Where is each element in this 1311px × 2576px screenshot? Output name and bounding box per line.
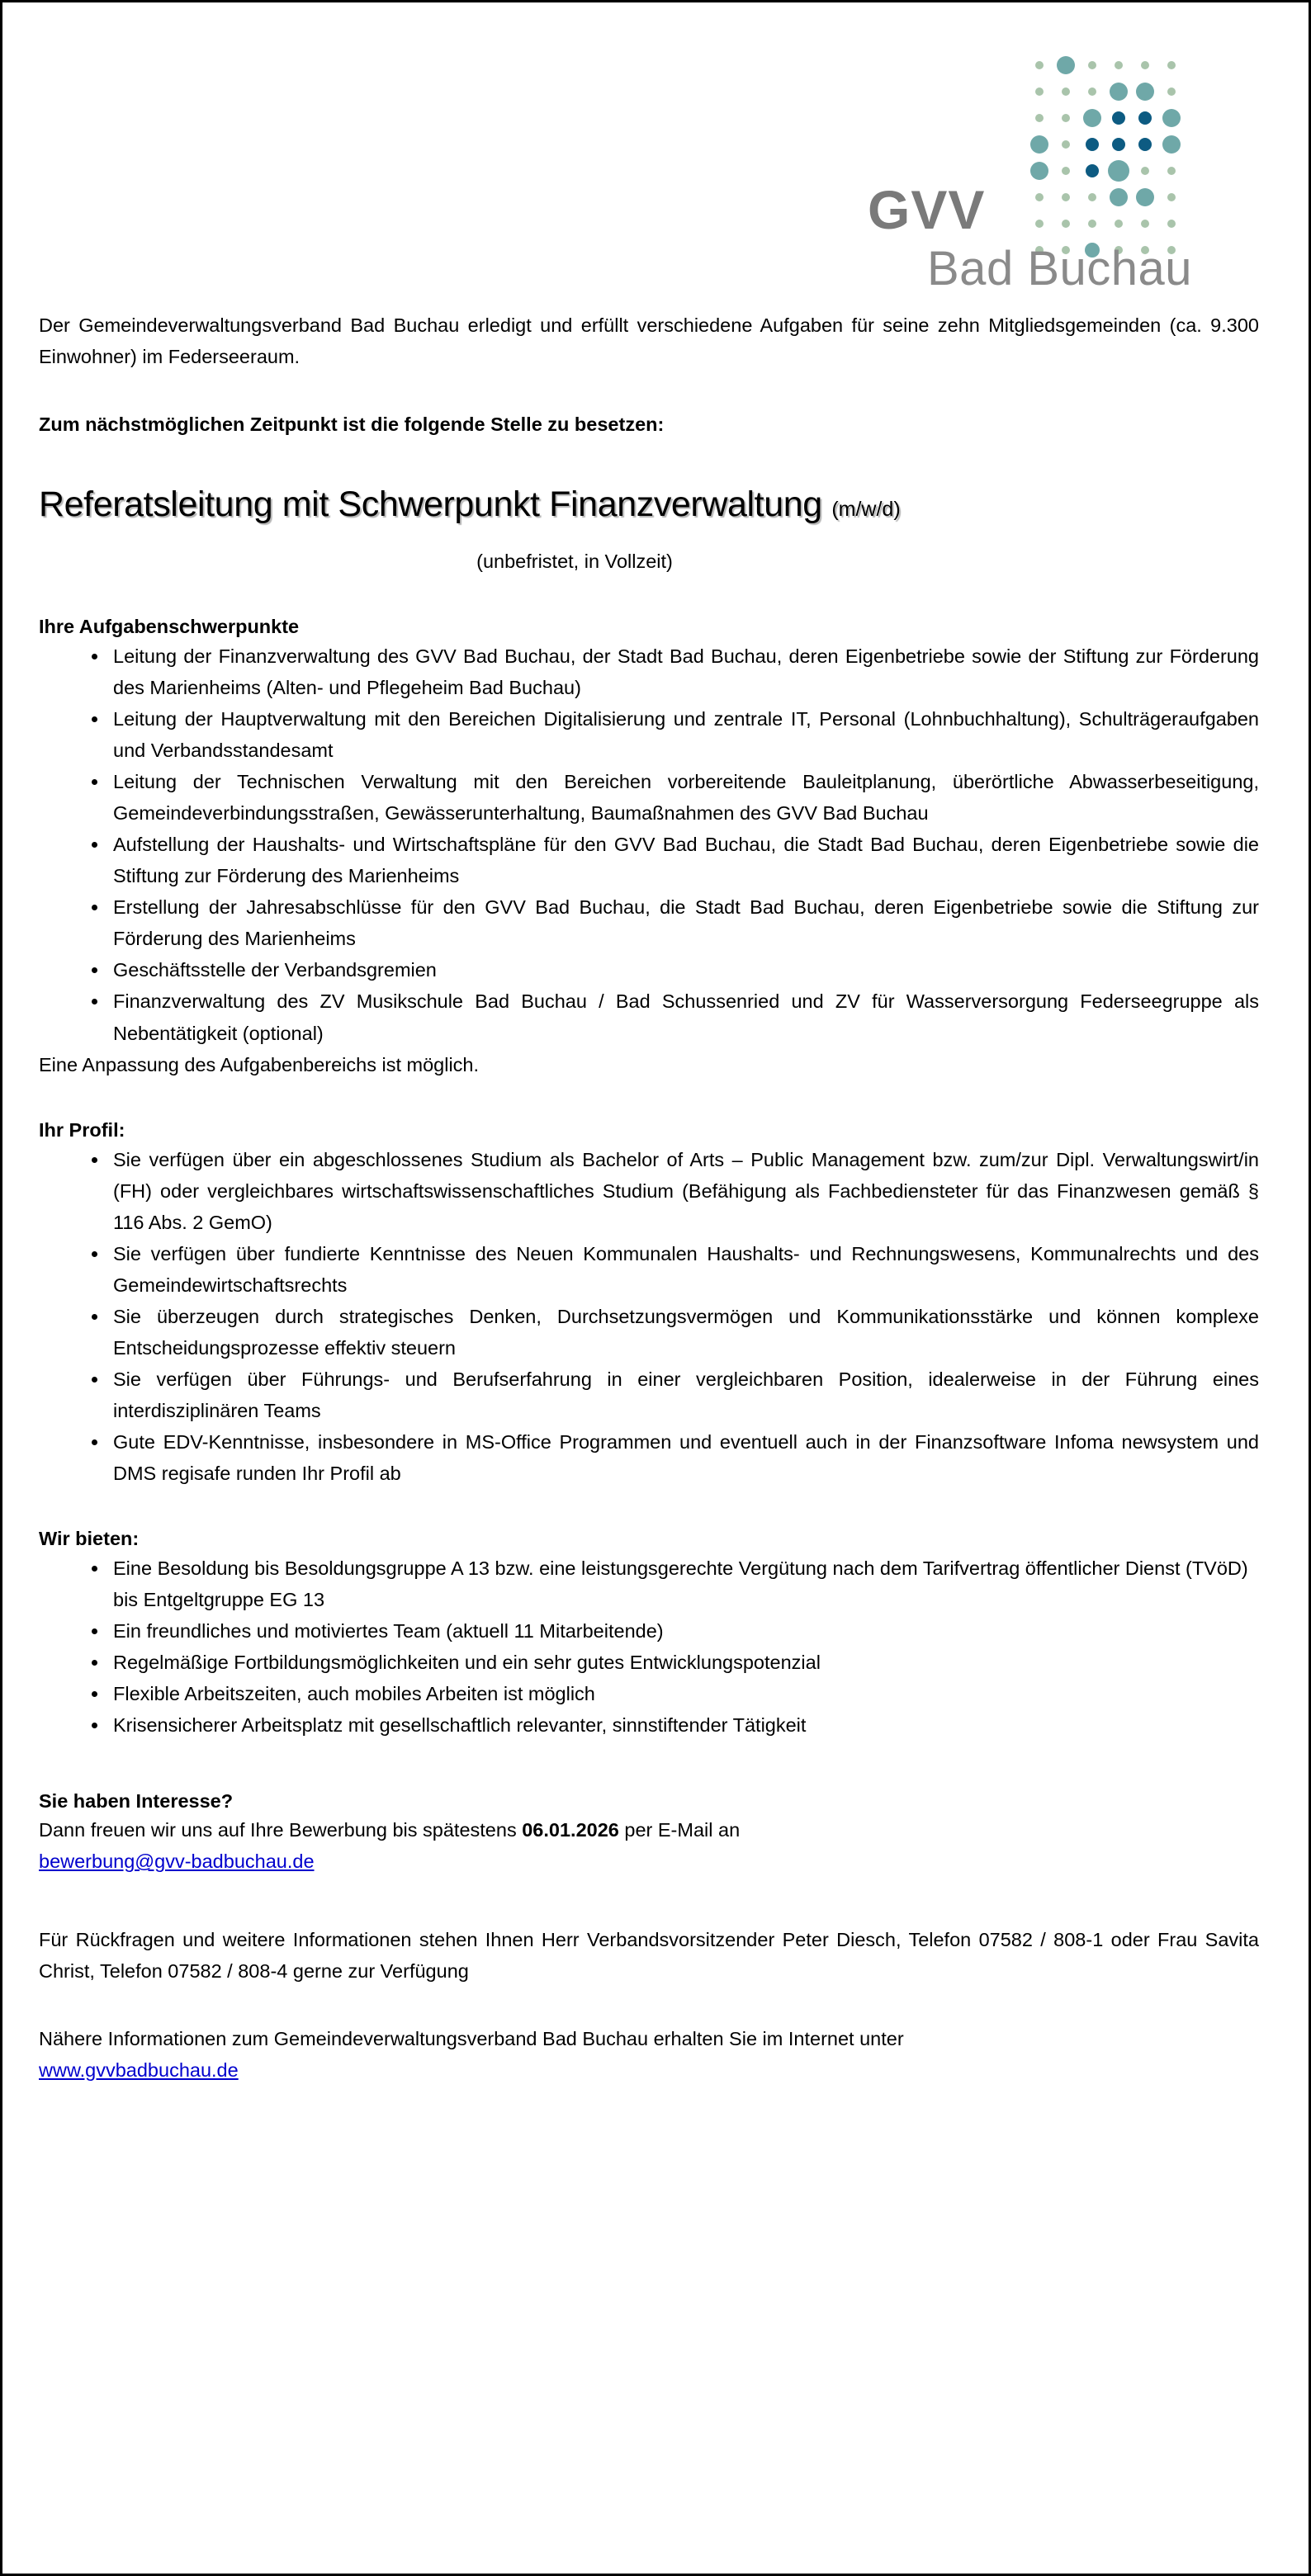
list-item: Krisensicherer Arbeitsplatz mit gesellschaftlich relevanter, sinnstiftender Tätigkeit	[90, 1709, 1259, 1741]
dot-cell	[1053, 52, 1079, 78]
dot-cell	[1053, 105, 1079, 131]
gvv-logo	[853, 21, 1290, 295]
dot-cell	[1158, 78, 1185, 105]
list-item: Finanzverwaltung des ZV Musikschule Bad Buchau / Bad Schussenried und ZV für Wasserversorgung Federseegruppe als Nebentätigkeit (optional)	[90, 985, 1259, 1048]
dot-cell	[1079, 78, 1105, 105]
dot-icon	[1138, 138, 1152, 151]
dot-cell	[1132, 184, 1158, 210]
dot-cell	[1105, 131, 1132, 158]
dot-icon	[1141, 167, 1149, 175]
dot-icon	[1108, 160, 1129, 182]
list-item: Gute EDV-Kenntnisse, insbesondere in MS-Office Programmen und eventuell auch in der Finanzsoftware Infoma newsystem und DMS regisafe runden Ihr Profil ab	[90, 1426, 1259, 1489]
more-info-paragraph: Nähere Informationen zum Gemeindeverwaltungsverband Bad Buchau erhalten Sie im Internet unter	[39, 2027, 904, 2049]
offer-heading: Wir bieten:	[39, 1528, 140, 1550]
list-item: Aufstellung der Haushalts- und Wirtschaftspläne für den GVV Bad Buchau, die Stadt Bad Buchau, deren Eigenbetriebe sowie die Stiftung zur Förderung des Marienheims	[90, 829, 1259, 891]
dot-cell	[1079, 184, 1105, 210]
dot-cell	[1158, 105, 1185, 131]
dot-icon	[1138, 111, 1152, 125]
dot-icon	[1086, 164, 1099, 177]
page-title	[39, 476, 1259, 534]
list-item: Flexible Arbeitszeiten, auch mobiles Arbeiten ist möglich	[90, 1678, 1259, 1709]
dot-cell	[1026, 105, 1053, 131]
dot-icon	[1030, 135, 1048, 154]
list-item: Ein freundliches und motiviertes Team (aktuell 11 Mitarbeitende)	[90, 1615, 1259, 1647]
dot-cell	[1079, 105, 1105, 131]
dot-icon	[1088, 193, 1096, 201]
list-item: Erstellung der Jahresabschlüsse für den GVV Bad Buchau, die Stadt Bad Buchau, deren Eigenbetriebe sowie die Stiftung zur Förderung des Marienheims	[90, 891, 1259, 954]
dot-icon	[1062, 167, 1070, 175]
dot-cell	[1132, 131, 1158, 158]
tasks-list	[39, 640, 1259, 1049]
dot-icon	[1035, 114, 1044, 122]
dot-icon	[1162, 109, 1181, 127]
dot-cell	[1026, 210, 1053, 237]
dot-icon	[1110, 83, 1128, 101]
list-item: Leitung der Finanzverwaltung des GVV Bad Buchau, der Stadt Bad Buchau, deren Eigenbetriebe sowie der Stiftung zur Förderung des Marienheims (Alten- und Pflegeheim Bad Buchau)	[90, 640, 1259, 703]
website-line	[39, 2054, 1259, 2086]
list-item: Eine Besoldung bis Besoldungsgruppe A 13 bzw. eine leistungsgerechte Vergütung nach dem Tarifvertrag öffentlicher Dienst (TVöD) bis Entgeltgruppe EG 13	[90, 1553, 1259, 1615]
contact-heading: Sie haben Interesse?	[39, 1789, 234, 1812]
dot-grid-icon	[1026, 52, 1185, 263]
dot-cell	[1158, 158, 1185, 184]
dot-icon	[1136, 188, 1154, 206]
dot-cell	[1053, 184, 1079, 210]
list-item: Regelmäßige Fortbildungsmöglichkeiten und ein sehr gutes Entwicklungspotenzial	[90, 1647, 1259, 1678]
dot-icon	[1167, 87, 1176, 96]
dot-cell	[1132, 78, 1158, 105]
dot-icon	[1062, 193, 1070, 201]
dot-cell	[1079, 52, 1105, 78]
dot-cell	[1026, 184, 1053, 210]
dot-cell	[1158, 210, 1185, 237]
dot-cell	[1158, 52, 1185, 78]
dot-icon	[1110, 188, 1128, 206]
dot-icon	[1086, 138, 1099, 151]
dot-icon	[1115, 220, 1123, 228]
list-item: Leitung der Technischen Verwaltung mit den Bereichen vorbereitende Bauleitplanung, überörtliche Abwasserbeseitigung, Gemeindeverbindungsstraßen, Gewässerunterhaltung, Baumaßnahmen des GVV Bad Buchau	[90, 766, 1259, 829]
dot-cell	[1105, 184, 1132, 210]
dot-icon	[1062, 87, 1070, 96]
website-link[interactable]: www.gvvbadbuchau.de	[39, 2058, 239, 2081]
dot-icon	[1141, 220, 1149, 228]
dot-cell	[1079, 158, 1105, 184]
logo-subtitle: Bad Buchau	[927, 242, 1193, 295]
dot-cell	[1026, 131, 1053, 158]
lead-sentence: Zum nächstmöglichen Zeitpunkt ist die folgende Stelle zu besetzen:	[39, 414, 665, 436]
dot-cell	[1079, 210, 1105, 237]
dot-cell	[1105, 52, 1132, 78]
dot-icon	[1112, 138, 1125, 151]
page-inner	[2, 2, 1309, 2574]
dot-cell	[1105, 105, 1132, 131]
dot-icon	[1062, 114, 1070, 122]
dot-cell	[1026, 52, 1053, 78]
dot-cell	[1105, 158, 1132, 184]
dot-cell	[1079, 131, 1105, 158]
dot-icon	[1115, 61, 1123, 69]
apply-suffix: per E-Mail an	[618, 1819, 741, 1841]
dot-cell	[1105, 210, 1132, 237]
dot-cell	[1132, 105, 1158, 131]
dot-icon	[1088, 87, 1096, 96]
job-subtitle: (unbefristet, in Vollzeit)	[476, 550, 673, 572]
profile-list	[39, 1144, 1259, 1490]
list-item: Sie überzeugen durch strategisches Denken, Durchsetzungsvermögen und Kommunikationsstärke und können komplexe Entscheidungsprozesse effektiv steuern	[90, 1301, 1259, 1364]
dot-cell	[1053, 78, 1079, 105]
logo-title: GVV	[868, 179, 986, 240]
dot-cell	[1053, 131, 1079, 158]
dot-cell	[1132, 158, 1158, 184]
dot-icon	[1062, 140, 1070, 149]
document-content	[39, 310, 1259, 2086]
dot-cell	[1026, 78, 1053, 105]
job-title-text: Referatsleitung mit Schwerpunkt Finanzverwaltung	[39, 484, 822, 525]
dot-icon	[1035, 87, 1044, 96]
dot-icon	[1083, 109, 1101, 127]
dot-icon	[1062, 220, 1070, 228]
dot-cell	[1132, 210, 1158, 237]
tasks-footnote: Eine Anpassung des Aufgabenbereichs ist möglich.	[39, 1053, 480, 1075]
dot-icon	[1035, 61, 1044, 69]
application-email-link[interactable]: bewerbung@gvv-badbuchau.de	[39, 1850, 315, 1873]
dot-icon	[1167, 167, 1176, 175]
dot-icon	[1088, 61, 1096, 69]
tasks-heading: Ihre Aufgabenschwerpunkte	[39, 615, 300, 637]
application-deadline: 06.01.2026	[522, 1819, 619, 1841]
intro-paragraph: Der Gemeindeverwaltungsverband Bad Buchau erledigt und erfüllt verschiedene Aufgaben für seine zehn Mitgliedsgemeinden (ca. 9.300 Einwohner) im Federseeraum.	[39, 314, 1259, 368]
gender-suffix: (m/w/d)	[831, 498, 901, 522]
list-item: Geschäftsstelle der Verbandsgremien	[90, 954, 1259, 985]
list-item: Sie verfügen über Führungs- und Berufserfahrung in einer vergleichbaren Position, idealerweise in der Führung eines interdisziplinären Teams	[90, 1364, 1259, 1426]
apply-prefix: Dann freuen wir uns auf Ihre Bewerbung bis spätestens	[39, 1819, 523, 1841]
dot-icon	[1035, 220, 1044, 228]
dot-cell	[1158, 131, 1185, 158]
dot-icon	[1167, 193, 1176, 201]
dot-cell	[1053, 210, 1079, 237]
offer-list	[39, 1553, 1259, 1741]
dot-cell	[1026, 158, 1053, 184]
dot-cell	[1053, 158, 1079, 184]
dot-icon	[1141, 61, 1149, 69]
profile-heading: Ihr Profil:	[39, 1118, 125, 1141]
apply-instruction	[39, 1814, 1259, 1846]
dot-icon	[1162, 135, 1181, 154]
dot-cell	[1132, 52, 1158, 78]
dot-icon	[1167, 61, 1176, 69]
email-line	[39, 1846, 1259, 1877]
dot-cell	[1105, 78, 1132, 105]
list-item: Sie verfügen über fundierte Kenntnisse des Neuen Kommunalen Haushalts- und Rechnungswesens, Kommunalrechts und des Gemeindewirtschaftsrechts	[90, 1238, 1259, 1301]
list-item: Leitung der Hauptverwaltung mit den Bereichen Digitalisierung und zentrale IT, Personal (Lohnbuchhaltung), Schulträgeraufgaben und Verbandsstandesamt	[90, 703, 1259, 766]
dot-icon	[1057, 56, 1075, 74]
questions-paragraph: Für Rückfragen und weitere Informationen stehen Ihnen Herr Verbandsvorsitzender Peter Diesch, Telefon 07582 / 808-1 oder Frau Savita Christ, Telefon 07582 / 808-4 gerne zur Verfügung	[39, 1928, 1259, 1982]
list-item: Sie verfügen über ein abgeschlossenes Studium als Bachelor of Arts – Public Management bzw. zum/zur Dipl. Verwaltungswirt/in (FH) oder vergleichbares wirtschaftswissenschaftliches Studium (Befähigung als Fachbediensteter für das Finanzwesen gemäß § 116 Abs. 2 GemO)	[90, 1144, 1259, 1238]
dot-icon	[1030, 162, 1048, 180]
dot-icon	[1035, 193, 1044, 201]
dot-icon	[1112, 111, 1125, 125]
dot-icon	[1088, 220, 1096, 228]
dot-cell	[1158, 184, 1185, 210]
dot-icon	[1136, 83, 1154, 101]
dot-icon	[1167, 220, 1176, 228]
